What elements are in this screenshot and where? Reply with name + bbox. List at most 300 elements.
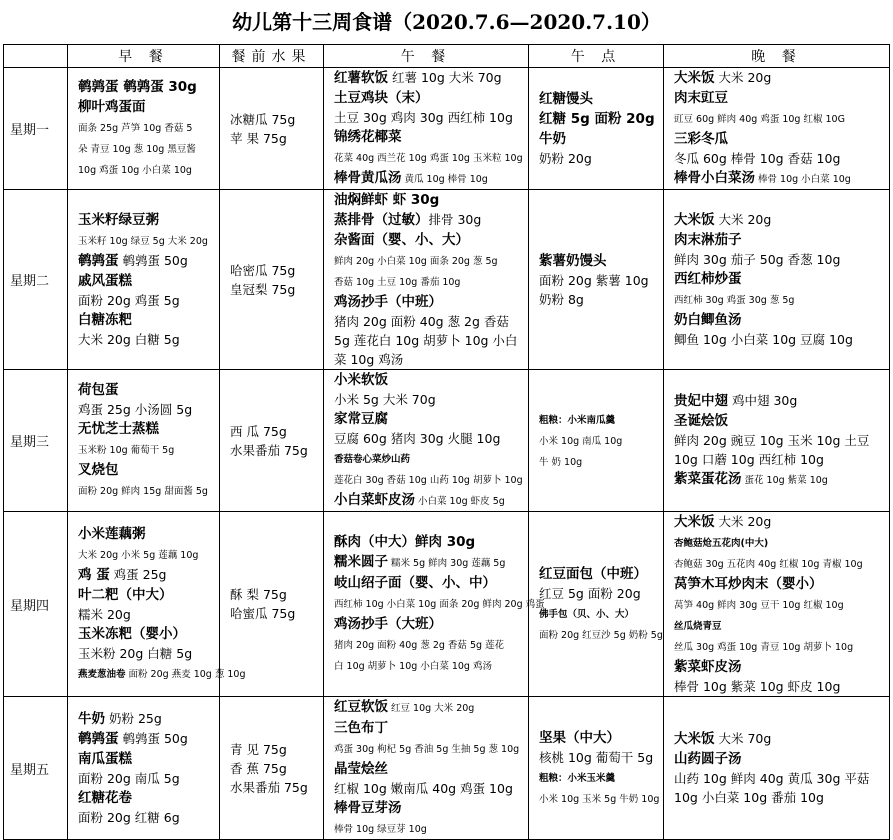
ingredient-text: 奶粉 8g: [539, 291, 584, 307]
dish-name: 大米饭: [674, 731, 715, 747]
snack-cell: [529, 370, 664, 512]
ingredient-text: 面粉 20g 南瓜 5g: [78, 771, 180, 786]
dish-name: 棒骨小白菜汤: [674, 170, 755, 186]
snack-cell: [529, 512, 664, 697]
dish-name: 叉烧包: [78, 462, 119, 478]
ingredient-text: 鲫鱼 10g 小白菜 10g 豆腐 10g: [674, 332, 853, 347]
dinner-line: [674, 729, 889, 749]
dinner-cell: [664, 697, 890, 840]
lunch-line: [334, 409, 528, 429]
dinner-line: [674, 788, 889, 807]
ingredient-text: 哈密瓜 75g: [230, 262, 296, 278]
dish-name: 丝瓜烧青豆: [674, 621, 722, 632]
snack-cell: [529, 190, 664, 370]
fruit-line: [230, 441, 323, 460]
ingredient-text: 核桃 10g 葡萄干 5g: [539, 749, 654, 765]
breakfast-line: [78, 230, 219, 251]
table-row: [4, 190, 890, 370]
dinner-line: [674, 636, 889, 657]
lunch-line: [334, 168, 528, 189]
ingredient-text: 玉米粉 10g 葡萄干 5g: [78, 445, 175, 456]
lunch-line: [334, 448, 528, 469]
breakfast-line: [78, 439, 219, 460]
dish-name: 鸡 蛋: [78, 567, 110, 583]
ingredient-text: 蛋花 10g 紫菜 10g: [741, 475, 828, 486]
fruit-line: [230, 129, 323, 148]
dinner-line: [674, 68, 889, 88]
ingredient-text: 香 蕉 75g: [230, 760, 287, 776]
breakfast-line: [78, 77, 219, 97]
ingredient-text: 皇冠梨 75g: [230, 281, 296, 297]
lunch-cell: [324, 512, 545, 697]
snack-line: [539, 89, 663, 109]
dish-name: 大米饭: [674, 70, 715, 86]
dinner-line: [674, 250, 889, 269]
ingredient-text: 鹌鹑蛋 50g: [118, 253, 188, 268]
menu-body: [4, 68, 890, 840]
ingredient-text: 面条 25g 芦笋 10g 香菇 5: [78, 123, 193, 134]
dish-name: 玉米籽绿豆粥: [78, 212, 159, 228]
breakfast-line: [78, 271, 219, 291]
breakfast-line: [78, 97, 219, 117]
ingredient-text: 豆腐 60g 猪肉 30g 火腿 10g: [334, 431, 501, 446]
dinner-line: [674, 512, 889, 532]
dinner-line: [674, 108, 889, 129]
snack-line: [539, 409, 663, 430]
breakfast-line: [78, 544, 219, 565]
ingredient-text: 鹌鹑蛋 50g: [118, 731, 188, 746]
breakfast-cell: [68, 697, 220, 840]
ingredient-text: 大米 20g: [714, 212, 772, 227]
dinner-line: [674, 657, 889, 677]
breakfast-line: [78, 788, 219, 808]
breakfast-line: [78, 480, 219, 501]
table-row: [4, 370, 890, 512]
ingredient-text: 红椒 10g 嫩南瓜 40g 鸡蛋 10g: [334, 781, 513, 796]
snack-line: [539, 271, 663, 290]
dinner-line: [674, 431, 889, 450]
dinner-line: [674, 168, 889, 189]
ingredient-text: 糯米 5g 鲜肉 30g 莲藕 5g: [388, 558, 506, 569]
lunch-line: [334, 532, 528, 552]
lunch-line: [334, 697, 528, 718]
lunch-line: [334, 88, 528, 108]
day-label: 星期五: [4, 697, 68, 840]
dish-name: 紫菜蛋花汤: [674, 471, 742, 487]
dinner-line: [674, 450, 889, 469]
fruit-line: [230, 778, 323, 797]
ingredient-text: 西红柿 10g 小白菜 10g 面条 20g 鲜肉 20g 鸡蛋: [334, 599, 545, 610]
dish-name: 岐山绍子面（婴、小、中）: [334, 575, 496, 591]
lunch-line: [334, 312, 528, 331]
dish-name: 红糖馒头: [539, 91, 593, 107]
dinner-line: [674, 615, 889, 636]
lunch-line: [334, 210, 528, 230]
ingredient-text: 鲜肉 20g 小白菜 10g 面条 20g 葱 5g: [334, 256, 498, 267]
ingredient-text: 大米 70g: [714, 731, 772, 746]
dinner-line: [674, 330, 889, 349]
day-label: 星期二: [4, 190, 68, 370]
dinner-line: [674, 310, 889, 330]
breakfast-line: [78, 159, 219, 180]
lunch-cell: [324, 68, 529, 190]
lunch-line: [334, 108, 528, 127]
lunch-line: [334, 147, 528, 168]
dish-name: 柳叶鸡蛋面: [78, 99, 146, 115]
breakfast-line: [78, 419, 219, 439]
breakfast-line: [78, 460, 219, 480]
ingredient-text: 白 10g 胡萝卜 10g 小白菜 10g 鸡汤: [334, 661, 492, 672]
ingredient-text: 西 瓜 75g: [230, 423, 287, 439]
fruit-line: [230, 280, 323, 299]
breakfast-cell: [68, 370, 220, 512]
header-breakfast: 早 餐: [68, 45, 220, 68]
breakfast-line: [78, 769, 219, 788]
ingredient-text: 豇豆 60g 鲜肉 40g 鸡蛋 10g 红椒 10G: [674, 114, 845, 125]
ingredient-text: 朵 青豆 10g 葱 10g 黑豆酱: [78, 144, 196, 155]
lunch-cell: [324, 370, 529, 512]
ingredient-text: 杏鲍菇 30g 五花肉 40g 红椒 10g 青椒 10g: [674, 559, 863, 570]
ingredient-text: 10g 鸡蛋 10g 小白菜 10g: [78, 165, 192, 176]
breakfast-line: [78, 117, 219, 138]
lunch-line: [334, 127, 528, 147]
breakfast-cell: [68, 68, 220, 190]
breakfast-line: [78, 644, 219, 663]
ingredient-text: 面粉 20g 鲜肉 15g 甜面酱 5g: [78, 486, 208, 497]
ingredient-text: 山药 10g 鲜肉 40g 黄瓜 30g 平菇: [674, 771, 870, 786]
dinner-line: [674, 553, 889, 574]
fruit-line: [230, 604, 323, 623]
dish-name: 红豆面包（中班）: [539, 565, 647, 582]
header-day: [4, 45, 68, 68]
header-dinner: 晚 餐: [664, 45, 890, 68]
dish-name: 燕麦葱油卷: [78, 669, 126, 680]
ingredient-text: 鲜肉 20g 豌豆 10g 玉米 10g 土豆: [674, 433, 870, 448]
dish-name: 鹌鹑蛋: [78, 731, 119, 747]
lunch-line: [334, 350, 528, 369]
lunch-line: [334, 634, 528, 655]
table-row: [4, 512, 890, 697]
dinner-line: [674, 149, 889, 168]
day-label: 星期一: [4, 68, 68, 190]
dish-name: 红糖 5g 面粉 20g: [539, 111, 655, 127]
ingredient-text: 红豆 10g 大米 20g: [388, 703, 475, 714]
dish-name: 荷包蛋: [78, 382, 119, 398]
dish-name: 三彩冬瓜: [674, 131, 728, 147]
snack-line: [539, 149, 663, 168]
snack-line: [539, 564, 663, 584]
ingredient-text: 水果番茄 75g: [230, 779, 308, 795]
dinner-line: [674, 469, 889, 490]
ingredient-text: 小米 5g 大米 70g: [334, 392, 436, 407]
dish-name: 坚果（中大）: [539, 729, 620, 746]
dish-name: 红糖花卷: [78, 790, 132, 806]
dish-name: 鸡汤抄手（中班）: [334, 294, 442, 310]
lunch-line: [334, 552, 528, 573]
fruit-line: [230, 261, 323, 280]
dinner-line: [674, 574, 889, 594]
page-title: 幼儿第十三周食谱（2020.7.6—2020.7.10）: [232, 10, 661, 34]
ingredient-text: 玉米粉 20g 白糖 5g: [78, 646, 193, 661]
ingredient-text: 牛 奶 10g: [539, 457, 583, 468]
dish-name: 玉米冻粑（婴小）: [78, 626, 186, 642]
ingredient-text: 糯米 20g: [78, 607, 131, 622]
ingredient-text: 面粉 20g 鸡蛋 5g: [78, 293, 180, 308]
table-row: [4, 697, 890, 840]
ingredient-text: 面粉 20g 红豆沙 5g 奶粉 5g: [539, 629, 663, 641]
dish-name: 鹌鹑蛋 鹌鹑蛋 30g: [78, 79, 197, 95]
ingredient-text: 花菜 40g 西兰花 10g 鸡蛋 10g 玉米粒 10g: [334, 153, 523, 164]
lunch-line: [334, 370, 528, 390]
lunch-line: [334, 614, 528, 634]
fruit-cell: [220, 190, 324, 370]
dinner-line: [674, 532, 889, 553]
breakfast-line: [78, 330, 219, 349]
dinner-line: [674, 391, 889, 411]
snack-cell: [529, 68, 664, 190]
lunch-line: [334, 655, 528, 676]
dish-name: 牛奶: [539, 131, 566, 147]
breakfast-line: [78, 524, 219, 544]
dish-name: 杂酱面（婴、小、大）: [334, 232, 469, 248]
lunch-line: [334, 798, 528, 818]
snack-line: [539, 290, 663, 309]
ingredient-text: 哈蜜瓜 75g: [230, 606, 296, 621]
ingredient-text: 大米 20g: [714, 70, 772, 85]
fruit-line: [230, 585, 323, 604]
ingredient-text: 猪肉 20g 面粉 40g 葱 2g 香菇: [334, 314, 509, 329]
ingredient-text: 大米 20g 白糖 5g: [78, 332, 180, 347]
dish-name: 小米软饭: [334, 372, 388, 388]
breakfast-line: [78, 709, 219, 729]
ingredient-text: 棒骨 10g 紫菜 10g 虾皮 10g: [674, 679, 841, 694]
dish-name: 圣诞烩饭: [674, 413, 728, 429]
dish-name: 油焖鲜虾 虾 30g: [334, 192, 440, 208]
breakfast-line: [78, 138, 219, 159]
day-label: 星期三: [4, 370, 68, 512]
dish-name: 红薯软饭: [334, 70, 388, 86]
fruit-cell: [220, 68, 324, 190]
snack-line: [539, 767, 663, 788]
breakfast-line: [78, 400, 219, 419]
dish-name: 鸡汤抄手（大班）: [334, 616, 442, 632]
ingredient-text: 苹 果 75g: [230, 130, 287, 146]
dinner-cell: [664, 512, 890, 697]
dish-name: 西红柿炒蛋: [674, 271, 742, 287]
lunch-line: [334, 271, 528, 292]
dish-name: 白糖冻粑: [78, 312, 132, 328]
lunch-line: [334, 292, 528, 312]
ingredient-text: 小米 10g 玉米 5g 牛奶 10g: [539, 793, 660, 805]
ingredient-text: 香菇 10g 土豆 10g 番茄 10g: [334, 277, 461, 288]
lunch-line: [334, 429, 528, 448]
ingredient-text: 黄瓜 10g 棒骨 10g: [401, 174, 488, 185]
lunch-cell: [324, 697, 529, 840]
dish-name: 锦绣花椰菜: [334, 129, 402, 145]
breakfast-line: [78, 310, 219, 330]
ingredient-text: 面粉 20g 红糖 6g: [78, 810, 180, 825]
dish-name: 蒸排骨（过敏）: [334, 212, 429, 228]
ingredient-text: 玉米籽 10g 绿豆 5g 大米 20g: [78, 236, 208, 247]
snack-line: [539, 748, 663, 767]
ingredient-text: 5g 莲花白 10g 胡萝卜 10g 小白: [334, 333, 518, 348]
breakfast-line: [78, 605, 219, 624]
ingredient-text: 小白菜 10g 虾皮 5g: [415, 496, 505, 507]
snack-line: [539, 430, 663, 451]
breakfast-line: [78, 251, 219, 271]
lunch-line: [334, 68, 528, 88]
ingredient-text: 猪肉 20g 面粉 40g 葱 2g 香菇 5g 莲花: [334, 640, 505, 651]
lunch-line: [334, 390, 528, 409]
dish-name: 香菇卷心菜炒山药: [334, 454, 411, 465]
dish-name: 紫菜虾皮汤: [674, 659, 742, 675]
breakfast-line: [78, 565, 219, 585]
lunch-line: [334, 738, 528, 759]
dish-name: 三色布丁: [334, 720, 388, 736]
snack-line: [539, 251, 663, 271]
dish-name: 牛奶: [78, 711, 105, 727]
ingredient-text: 水果番茄 75g: [230, 442, 308, 458]
dish-name: 酥肉（中大）鲜肉 30g: [334, 534, 476, 550]
dish-name: 棒骨黄瓜汤: [334, 170, 402, 186]
dish-name: 莴笋木耳炒肉末（婴小）: [674, 576, 823, 592]
header-fruit: 餐前水果: [220, 45, 324, 68]
breakfast-line: [78, 291, 219, 310]
dish-name: 大米饭: [674, 212, 715, 228]
dinner-cell: [664, 68, 890, 190]
dish-name: 贵妃中翅: [674, 393, 728, 409]
snack-line: [539, 584, 663, 603]
ingredient-text: 酥 梨 75g: [230, 587, 287, 602]
lunch-line: [334, 718, 528, 738]
dish-name: 肉末豇豆: [674, 90, 728, 106]
lunch-line: [334, 779, 528, 798]
dish-name: 无忧芝士蒸糕: [78, 421, 159, 437]
dish-name: 小白菜虾皮汤: [334, 492, 415, 508]
table-row: [4, 68, 890, 190]
ingredient-text: 鲜肉 30g 茄子 50g 香葱 10g: [674, 252, 841, 267]
lunch-line: [334, 230, 528, 250]
lunch-line: [334, 190, 528, 210]
ingredient-text: 鸡中翅 30g: [728, 393, 798, 408]
lunch-line: [334, 250, 528, 271]
dinner-line: [674, 269, 889, 289]
dish-name: 南瓜蛋糕: [78, 751, 132, 767]
dish-name: 小米莲藕粥: [78, 526, 146, 542]
day-label: 星期四: [4, 512, 68, 697]
breakfast-cell: [68, 512, 246, 697]
ingredient-text: 棒骨 10g 绿豆芽 10g: [334, 824, 427, 835]
dish-name: 粗粮：小米南瓜羹: [539, 415, 616, 426]
ingredient-text: 鸡蛋 25g 小汤圆 5g: [78, 402, 193, 417]
ingredient-text: 莴笋 40g 鲜肉 30g 豆干 10g 红椒 10g: [674, 600, 844, 611]
snack-cell: [529, 697, 664, 840]
breakfast-line: [78, 663, 246, 684]
dish-name: 紫薯奶馒头: [539, 252, 607, 269]
ingredient-text: 排骨 30g: [428, 212, 482, 227]
dish-name: 戚风蛋糕: [78, 273, 132, 289]
lunch-line: [334, 593, 545, 614]
ingredient-text: 10g 小白菜 10g 番茄 10g: [674, 790, 824, 805]
ingredient-text: 面粉 20g 紫薯 10g: [539, 272, 649, 288]
breakfast-cell: [68, 190, 220, 370]
breakfast-line: [78, 210, 219, 230]
breakfast-line: [78, 749, 219, 769]
dinner-line: [674, 230, 889, 250]
ingredient-text: 10g 口蘑 10g 西红柿 10g: [674, 452, 824, 467]
ingredient-text: 莲花白 30g 香菇 10g 山药 10g 胡萝卜 10g: [334, 475, 523, 486]
dish-name: 土豆鸡块（末）: [334, 90, 429, 106]
ingredient-text: 西红柿 30g 鸡蛋 30g 葱 5g: [674, 295, 795, 306]
dish-name: 红豆软饭: [334, 699, 388, 715]
fruit-cell: [220, 697, 324, 840]
snack-line: [539, 129, 663, 149]
ingredient-text: 土豆 30g 鸡肉 30g 西红柿 10g: [334, 110, 513, 125]
dish-name: 山药圆子汤: [674, 751, 742, 767]
ingredient-text: 鸡蛋 30g 枸杞 5g 香油 5g 生抽 5g 葱 10g: [334, 744, 520, 755]
snack-line: [539, 109, 663, 129]
fruit-line: [230, 740, 323, 759]
ingredient-text: 奶粉 25g: [105, 711, 162, 726]
lunch-line: [334, 469, 528, 490]
breakfast-line: [78, 585, 219, 605]
lunch-line: [334, 818, 528, 839]
lunch-line: [334, 573, 528, 593]
breakfast-line: [78, 808, 219, 827]
ingredient-text: 面粉 20g 燕麦 10g 葱 10g: [125, 669, 246, 680]
dinner-line: [674, 88, 889, 108]
dish-name: 大米饭: [674, 514, 715, 530]
ingredient-text: 大米 20g 小米 5g 莲藕 10g: [78, 550, 199, 561]
lunch-line: [334, 759, 528, 779]
dish-name: 鹌鹑蛋: [78, 253, 119, 269]
breakfast-line: [78, 380, 219, 400]
breakfast-line: [78, 624, 219, 644]
lunch-cell: [324, 190, 529, 370]
ingredient-text: 奶粉 20g: [539, 151, 592, 166]
dinner-line: [674, 594, 889, 615]
dish-name: 叶二粑（中大）: [78, 587, 173, 603]
dish-name: 佛手包（贝、小、大）: [539, 608, 635, 620]
ingredient-text: 鸡蛋 25g: [109, 567, 167, 582]
ingredient-text: 棒骨 10g 小白菜 10g: [755, 174, 851, 185]
header-lunch: 午 餐: [324, 45, 529, 68]
ingredient-text: 大米 20g: [714, 514, 772, 529]
ingredient-text: 菜 10g 鸡汤: [334, 352, 404, 367]
snack-line: [539, 728, 663, 748]
dinner-line: [674, 289, 889, 310]
dinner-line: [674, 749, 889, 769]
dinner-line: [674, 210, 889, 230]
dish-name: 奶白鲫鱼汤: [674, 312, 742, 328]
dinner-line: [674, 677, 889, 696]
ingredient-text: 青 见 75g: [230, 741, 287, 757]
breakfast-line: [78, 729, 219, 749]
dinner-line: [674, 129, 889, 149]
ingredient-text: 红豆 5g 面粉 20g: [539, 585, 641, 601]
dinner-cell: [664, 370, 890, 512]
lunch-line: [334, 331, 528, 350]
header-snack: 午 点: [529, 45, 664, 68]
lunch-line: [334, 490, 528, 511]
fruit-line: [230, 759, 323, 778]
ingredient-text: 小米 10g 南瓜 10g: [539, 436, 623, 447]
dish-name: 晶莹烩丝: [334, 761, 388, 777]
snack-line: [539, 451, 663, 472]
fruit-cell: [220, 370, 324, 512]
dinner-cell: [664, 190, 890, 370]
ingredient-text: 冬瓜 60g 棒骨 10g 香菇 10g: [674, 151, 841, 166]
